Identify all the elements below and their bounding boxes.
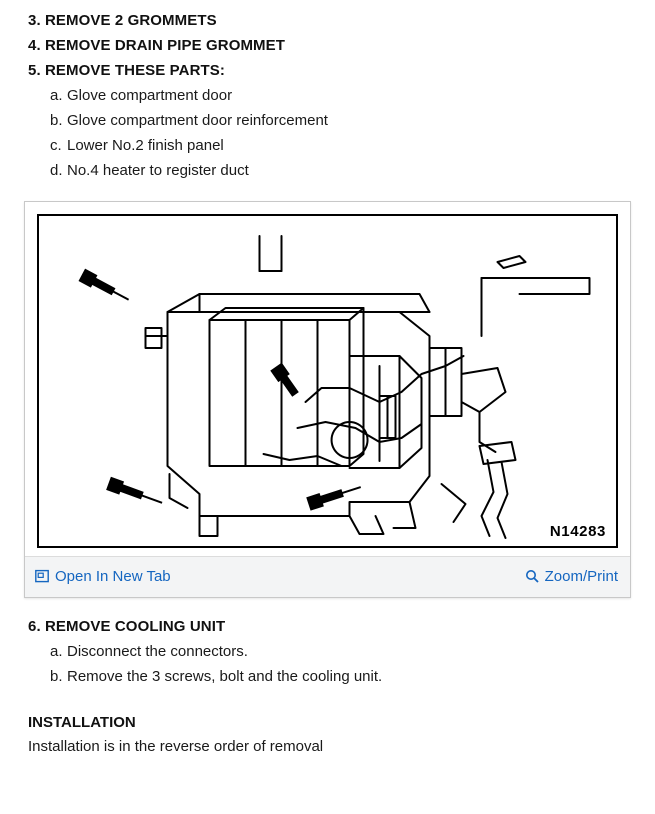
step-heading: [28, 8, 655, 33]
steps-bottom-section: [0, 598, 655, 759]
figure-block: [24, 201, 631, 598]
list-item: [50, 639, 655, 664]
list-item-label: No.4 heater to register duct: [67, 162, 249, 179]
zoom-print-label: Zoom/Print: [544, 567, 618, 585]
figure-image[interactable]: [37, 214, 618, 548]
list-item: [50, 133, 655, 158]
list-item: [50, 83, 655, 108]
list-item-marker: a.: [50, 643, 63, 660]
list-item-label: Glove compartment door reinforcement: [67, 112, 328, 129]
list-item-label: Remove the 3 screws, bolt and the cooling unit.: [67, 668, 383, 685]
step-title: REMOVE THESE PARTS:: [45, 62, 225, 79]
magnifier-icon: [525, 569, 539, 583]
installation-text: Installation is in the reverse order of removal: [28, 738, 324, 755]
step-heading: [28, 58, 655, 83]
figure-code-label: N14283: [549, 523, 606, 540]
open-in-new-tab-button[interactable]: [35, 568, 171, 585]
list-item: [50, 158, 655, 183]
step-number: 6.: [28, 618, 41, 635]
cooling-unit-diagram-icon: [39, 216, 616, 546]
list-item-marker: b.: [50, 112, 63, 129]
list-item-marker: b.: [50, 668, 63, 685]
step-number: 4.: [28, 37, 41, 54]
step-sub-list: [28, 639, 655, 689]
step-title: REMOVE DRAIN PIPE GROMMET: [45, 37, 286, 54]
list-item-label: Disconnect the connectors.: [67, 643, 248, 660]
step-heading: [28, 614, 655, 639]
list-item-marker: d.: [50, 162, 63, 179]
new-window-icon: [35, 569, 49, 583]
list-item: [50, 108, 655, 133]
installation-heading: INSTALLATION: [28, 714, 136, 731]
list-item-label: Lower No.2 finish panel: [67, 137, 224, 154]
steps-top-section: [0, 0, 655, 183]
list-item: [50, 664, 655, 689]
list-item-marker: c.: [50, 137, 62, 154]
step-number: 3.: [28, 12, 41, 29]
figure-toolbar: [25, 556, 630, 597]
step-number: 5.: [28, 62, 41, 79]
step-heading: [28, 33, 655, 58]
zoom-print-button[interactable]: [525, 568, 618, 585]
step-sub-list: [28, 83, 655, 183]
open-in-new-tab-label: Open In New Tab: [55, 567, 171, 585]
step-title: REMOVE COOLING UNIT: [45, 618, 226, 635]
list-item-label: Glove compartment door: [67, 87, 233, 104]
step-title: REMOVE 2 GROMMETS: [45, 12, 217, 29]
list-item-marker: a.: [50, 87, 63, 104]
